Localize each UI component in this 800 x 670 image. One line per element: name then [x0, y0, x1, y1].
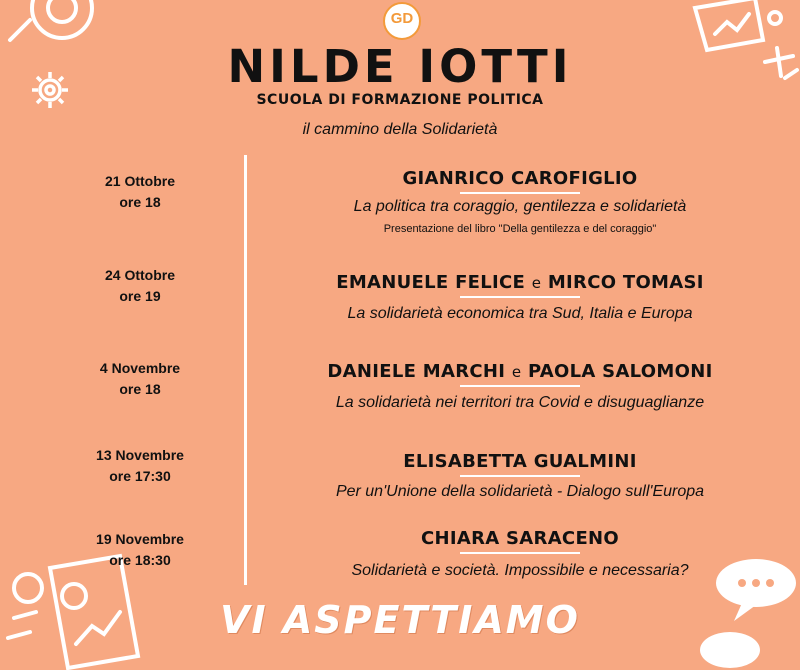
- vertical-divider: [244, 155, 247, 585]
- event-day: 21 Ottobre: [104, 173, 175, 189]
- event-time: ore 18: [119, 194, 161, 210]
- speaker-underline: [460, 385, 580, 387]
- event-talk-title: La politica tra coraggio, gentilezza e solidarietà: [353, 198, 687, 215]
- speaker-conjunction: e: [531, 274, 542, 292]
- page-title: NILDE IOTTI: [227, 40, 573, 93]
- event-date: [60, 445, 220, 487]
- speaker-name: CHIARA SARACENO: [420, 528, 620, 549]
- event-day: 13 Novembre: [96, 447, 184, 463]
- event-time: ore 19: [119, 288, 161, 304]
- speaker-underline: [460, 552, 580, 554]
- footer-invitation: VI ASPETTIAMO: [220, 598, 580, 642]
- speaker-underline: [460, 192, 580, 194]
- speaker-name: GIANRICO CAROFIGLIO: [402, 168, 638, 189]
- event-speaker: [260, 528, 780, 554]
- event-talk-title: Per un'Unione della solidarietà - Dialogo sull'Europa: [335, 483, 705, 500]
- event-time: ore 18: [119, 381, 161, 397]
- speaker-underline: [460, 296, 580, 298]
- tagline: il cammino della Solidarietà: [302, 121, 498, 138]
- event-speaker: [260, 451, 780, 477]
- speaker-conjunction: e: [511, 363, 522, 381]
- speaker-name: EMANUELE FELICE: [336, 272, 526, 293]
- event-talk-title: La solidarietà nei territori tra Covid e disuguaglianze: [335, 394, 705, 411]
- logo-text: GD: [390, 10, 414, 27]
- event-note: Presentazione del libro "Della gentilezza e del coraggio": [383, 223, 657, 235]
- speaker-name: ELISABETTA GUALMINI: [403, 451, 637, 472]
- event-time: ore 17:30: [109, 468, 171, 484]
- event-speaker: [260, 361, 780, 387]
- speaker-name: PAOLA SALOMONI: [527, 361, 713, 382]
- event-speaker: [260, 168, 780, 194]
- event-talk-title: La solidarietà economica tra Sud, Italia e Europa: [347, 305, 693, 322]
- event-time: ore 18:30: [109, 552, 171, 568]
- event-date: [60, 265, 220, 307]
- event-date: [60, 529, 220, 571]
- event-date: [60, 358, 220, 400]
- speaker-name: DANIELE MARCHI: [327, 361, 506, 382]
- event-date: [60, 171, 220, 213]
- speaker-underline: [460, 475, 580, 477]
- event-day: 19 Novembre: [96, 531, 184, 547]
- gd-logo: [383, 2, 421, 40]
- page-subtitle: SCUOLA DI FORMAZIONE POLITICA: [256, 92, 544, 108]
- event-speaker: [260, 272, 780, 298]
- event-day: 4 Novembre: [99, 360, 181, 376]
- speaker-name: MIRCO TOMASI: [547, 272, 704, 293]
- event-day: 24 Ottobre: [104, 267, 175, 283]
- event-talk-title: Solidarietà e società. Impossibile e necessaria?: [351, 562, 689, 579]
